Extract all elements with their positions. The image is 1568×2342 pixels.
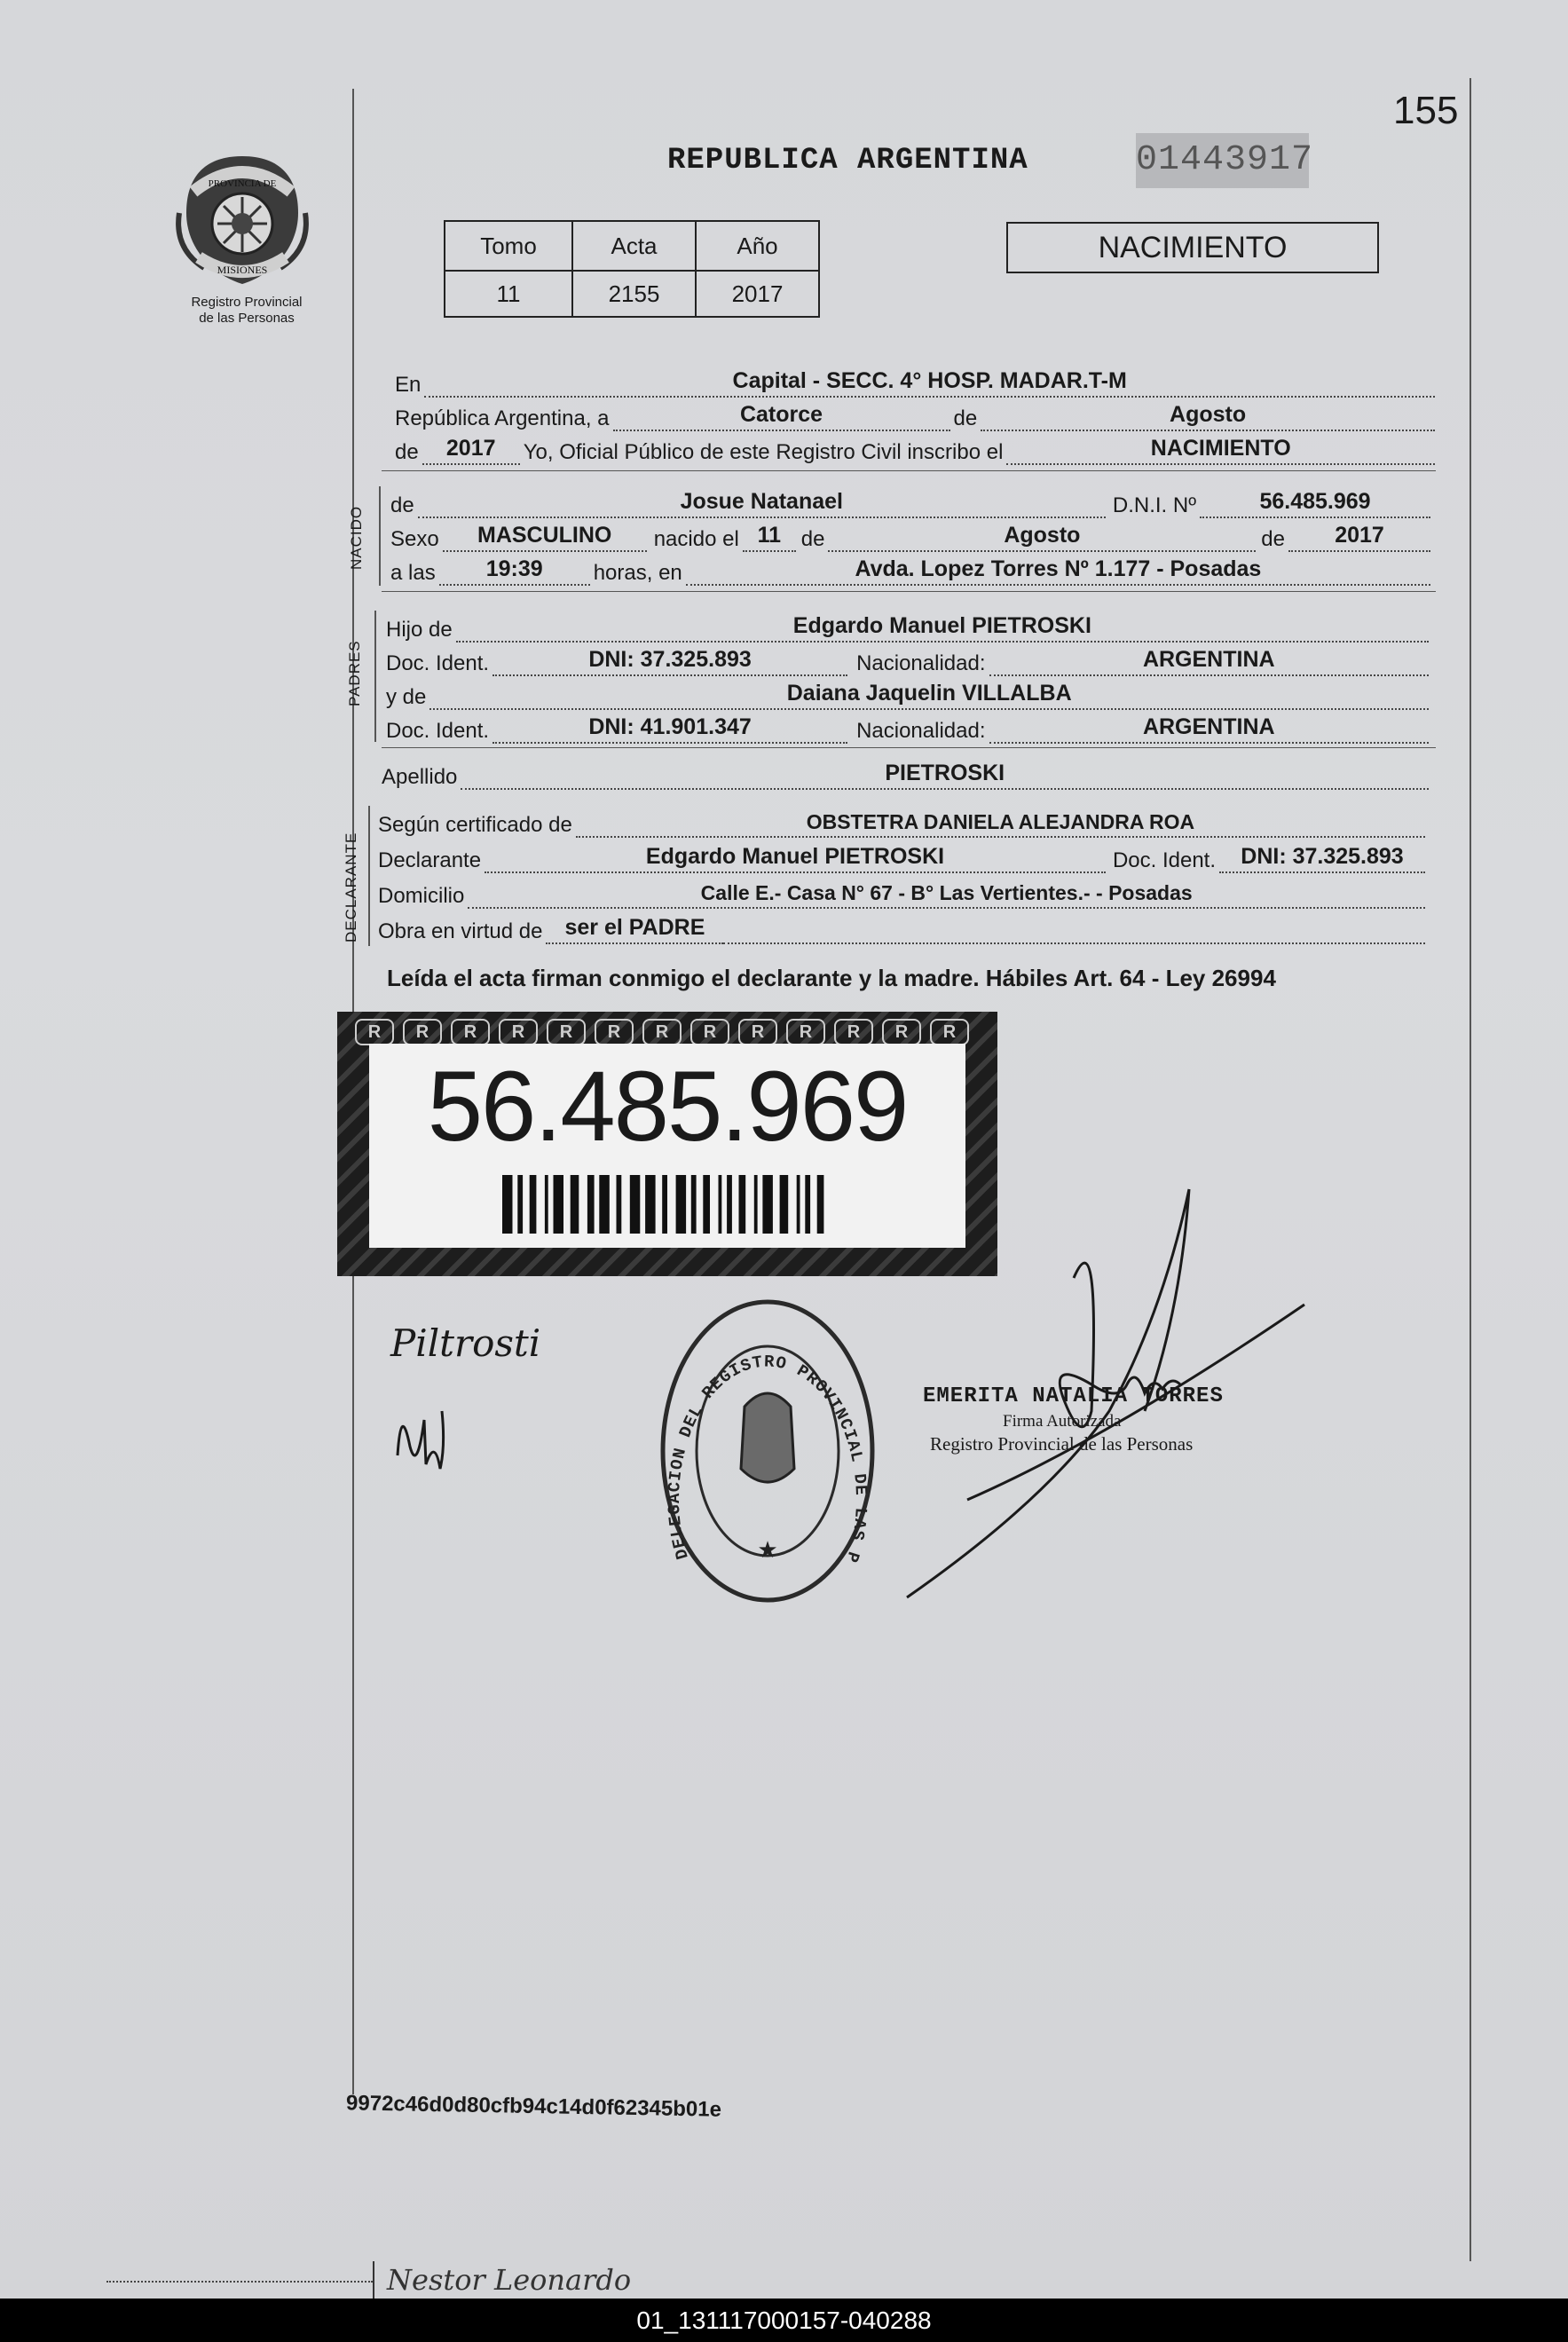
row-declarant <box>378 843 1425 873</box>
card-pattern-letter: R <box>690 1019 729 1045</box>
row-year <box>395 435 1435 465</box>
month-value: Agosto <box>1170 402 1247 427</box>
official-name: EMERITA NATALIA TORRES <box>923 1384 1224 1408</box>
surname-field <box>461 761 1429 790</box>
mother-doc-field <box>492 715 847 744</box>
birth-day-field <box>743 524 796 552</box>
barcode-bar <box>645 1175 656 1234</box>
separator <box>382 747 1436 748</box>
yde-label: y de <box>386 685 427 709</box>
father-name: Edgardo Manuel PIETROSKI <box>792 613 1091 638</box>
horas-label: horas, en <box>593 561 682 585</box>
anio-value: 2017 <box>696 271 819 317</box>
father-nationality: ARGENTINA <box>1142 647 1275 672</box>
card-pattern-letter: R <box>834 1019 873 1045</box>
alas-label: a las <box>390 561 436 585</box>
cert-value: OBSTETRA DANIELA ALEJANDRA ROA <box>806 810 1195 833</box>
declarant-name: Edgardo Manuel PIETROSKI <box>645 844 945 869</box>
official-role: Firma Autorizada <box>1003 1412 1122 1431</box>
day-field <box>613 403 950 431</box>
card-pattern-letter: R <box>738 1019 777 1045</box>
father-nat-field <box>989 648 1430 676</box>
barcode-bar <box>691 1175 697 1234</box>
card-pattern-letter: R <box>499 1019 538 1045</box>
de-label-2: de <box>800 527 825 551</box>
row-place <box>395 367 1435 398</box>
barcode <box>502 1175 832 1234</box>
dni-card-pattern <box>355 1021 976 1045</box>
strip-handwriting: Nestor Leonardo <box>387 2263 632 2297</box>
declarante-bracket <box>368 806 370 946</box>
father-nat-label: Nacionalidad: <box>856 651 986 675</box>
barcode-bar <box>780 1175 789 1234</box>
country-title: REPUBLICA ARGENTINA <box>667 144 1028 177</box>
registry-seal <box>652 1291 883 1615</box>
barcode-bar <box>719 1175 722 1234</box>
card-pattern-letter: R <box>882 1019 921 1045</box>
barcode-bar <box>571 1175 579 1234</box>
child-name: Josue Natanael <box>680 489 843 514</box>
card-pattern-letter: R <box>642 1019 682 1045</box>
row-sex <box>390 522 1430 552</box>
year-field <box>422 437 520 465</box>
de-label-name: de <box>390 493 414 517</box>
en-label: En <box>395 373 422 397</box>
dni-label: D.N.I. Nº <box>1112 493 1196 517</box>
barcode-bar <box>617 1175 622 1234</box>
card-pattern-letter: R <box>547 1019 586 1045</box>
mother-name: Daiana Jaquelin VILLALBA <box>786 681 1072 706</box>
separator <box>382 470 1436 471</box>
barcode-bar <box>703 1175 710 1234</box>
declarant-doc-label: Doc. Ident. <box>1112 848 1216 872</box>
row-address <box>378 879 1425 909</box>
day-value: Catorce <box>739 402 823 427</box>
row-mother <box>386 680 1429 710</box>
row-surname <box>382 760 1429 790</box>
strip-dots <box>106 2281 373 2283</box>
registry-line-1: Registro Provincial <box>191 295 303 310</box>
volume-table <box>444 220 820 318</box>
nacido-section-label: NACIDO <box>348 505 365 570</box>
sexo-value: MASCULINO <box>477 523 612 548</box>
declarante-section-label: DECLARANTE <box>343 832 359 942</box>
mother-nationality: ARGENTINA <box>1142 714 1275 739</box>
hijo-label: Hijo de <box>386 618 453 642</box>
padres-section-label: PADRES <box>346 640 363 706</box>
year-prefix: de <box>395 440 419 464</box>
birthplace-field <box>686 557 1430 586</box>
birth-year: 2017 <box>1335 523 1384 548</box>
barcode-bar <box>797 1175 800 1234</box>
place-field <box>424 369 1435 398</box>
reason-dots <box>723 925 1425 944</box>
signature-text: Piltrosti <box>390 1321 541 1365</box>
mother-field <box>429 682 1429 710</box>
barcode-bar <box>530 1175 537 1234</box>
barcode-bar <box>502 1175 513 1234</box>
row-certificate <box>378 808 1425 838</box>
barcode-bar <box>676 1175 687 1234</box>
barcode-bar <box>762 1175 773 1234</box>
row-date <box>395 401 1435 431</box>
page-number: 155 <box>1393 89 1459 132</box>
official-signature <box>887 1180 1313 1611</box>
father-doc-field <box>492 648 847 676</box>
barcode-bar <box>805 1175 810 1234</box>
barcode-bar <box>630 1175 641 1234</box>
card-pattern-letter: R <box>451 1019 490 1045</box>
svg-text:MISIONES: MISIONES <box>217 264 268 276</box>
barcode-bar <box>545 1175 548 1234</box>
declarant-signature <box>382 1313 577 1495</box>
record-type-box: NACIMIENTO <box>1006 222 1379 273</box>
father-doc-label: Doc. Ident. <box>386 651 490 675</box>
dni-number: 56.485.969 <box>427 1051 908 1162</box>
barcode-bar <box>517 1175 523 1234</box>
row-father-doc <box>386 646 1429 676</box>
father-doc: DNI: 37.325.893 <box>588 647 752 672</box>
republica-label: República Argentina, a <box>395 406 610 430</box>
acta-value: 2155 <box>572 271 696 317</box>
anio-header: Año <box>696 221 819 271</box>
strip-line <box>373 2261 374 2299</box>
seal-text: DELEGACION DEL REGISTRO PROVINCIAL DE LAS P <box>664 1352 871 1565</box>
birth-day: 11 <box>757 523 781 548</box>
tomo-value: 11 <box>445 271 572 317</box>
address-field <box>468 880 1425 909</box>
svg-text:★: ★ <box>757 1536 778 1563</box>
barcode-bar <box>554 1175 564 1234</box>
year-value: 2017 <box>445 436 496 461</box>
reason-value: ser el PADRE <box>564 915 705 940</box>
right-margin-line <box>1470 78 1471 2261</box>
card-pattern-letter: R <box>355 1019 394 1045</box>
barcode-bar <box>754 1175 758 1234</box>
reason-field <box>546 916 723 944</box>
svg-text:PROVINCIA DE: PROVINCIA DE <box>208 178 277 189</box>
separator <box>382 591 1436 592</box>
mother-doc: DNI: 41.901.347 <box>588 714 752 739</box>
footer-id: 01_131117000157-040288 <box>0 2299 1568 2342</box>
de-label-3: de <box>1261 527 1285 551</box>
surname-value: PIETROSKI <box>885 761 1005 785</box>
padres-bracket <box>374 611 376 742</box>
official-office: Registro Provincial de las Personas <box>930 1433 1194 1455</box>
barcode-bar <box>727 1175 732 1234</box>
registry-line-2: de las Personas <box>199 311 295 326</box>
event-value: NACIMIENTO <box>1150 436 1291 461</box>
nacido-label: nacido el <box>653 527 739 551</box>
row-father <box>386 612 1429 643</box>
father-field <box>456 614 1429 643</box>
mother-doc-label: Doc. Ident. <box>386 719 490 743</box>
acta-header: Acta <box>572 221 696 271</box>
declarant-doc: DNI: 37.325.893 <box>1241 844 1404 869</box>
cert-field <box>576 809 1425 838</box>
child-dni: 56.485.969 <box>1259 489 1371 514</box>
barcode-bar <box>817 1175 824 1234</box>
mother-nat-label: Nacionalidad: <box>856 719 986 743</box>
event-field <box>1006 437 1435 465</box>
province-emblem <box>169 151 316 297</box>
row-time <box>390 556 1430 586</box>
birth-month: Agosto <box>1004 523 1081 548</box>
place-value: Capital - SECC. 4° HOSP. MADAR.T-M <box>732 368 1127 393</box>
serial-number: 01443917 <box>1136 133 1309 188</box>
row-mother-doc <box>386 714 1429 744</box>
declarant-doc-field <box>1219 845 1425 873</box>
birth-place: Avda. Lopez Torres Nº 1.177 - Posadas <box>855 556 1262 581</box>
declarant-field <box>485 845 1106 873</box>
obra-label: Obra en virtud de <box>378 919 543 943</box>
barcode-bar <box>739 1175 746 1234</box>
birth-time: 19:39 <box>485 556 543 581</box>
row-name <box>390 488 1430 518</box>
legal-note: Leída el acta firman conmigo el declarante y la madre. Hábiles Art. 64 - Ley 26994 <box>387 965 1276 991</box>
card-pattern-letter: R <box>786 1019 825 1045</box>
sexo-field <box>443 524 647 552</box>
sexo-label: Sexo <box>390 527 439 551</box>
de-label: de <box>953 406 978 430</box>
address-value: Calle E.- Casa N° 67 - B° Las Vertientes.- - Posadas <box>700 881 1193 904</box>
domicilio-label: Domicilio <box>378 884 465 908</box>
apellido-label: Apellido <box>382 765 458 789</box>
registry-caption <box>158 295 335 327</box>
nacido-bracket <box>379 486 381 586</box>
declarante-label: Declarante <box>378 848 482 872</box>
cert-label: Según certificado de <box>378 813 572 837</box>
card-pattern-letter: R <box>403 1019 442 1045</box>
mother-nat-field <box>989 715 1430 744</box>
barcode-bar <box>599 1175 610 1234</box>
card-pattern-letter: R <box>930 1019 969 1045</box>
row-reason <box>378 914 1425 944</box>
next-page-strip <box>0 2261 1568 2299</box>
officer-text: Yo, Oficial Público de este Registro Civil inscribo el <box>523 440 1004 464</box>
card-pattern-letter: R <box>595 1019 634 1045</box>
birth-year-field <box>1288 524 1430 552</box>
barcode-bar <box>662 1175 667 1234</box>
tomo-header: Tomo <box>445 221 572 271</box>
birth-month-field <box>828 524 1256 552</box>
barcode-bar <box>587 1175 595 1234</box>
dni-card-panel <box>369 1044 965 1248</box>
name-field <box>418 490 1106 518</box>
time-field <box>439 557 590 586</box>
month-field <box>981 403 1435 431</box>
dni-field <box>1200 490 1430 518</box>
document-hash: 9972c46d0d80cfb94c14d0f62345b01e <box>345 2091 722 2122</box>
